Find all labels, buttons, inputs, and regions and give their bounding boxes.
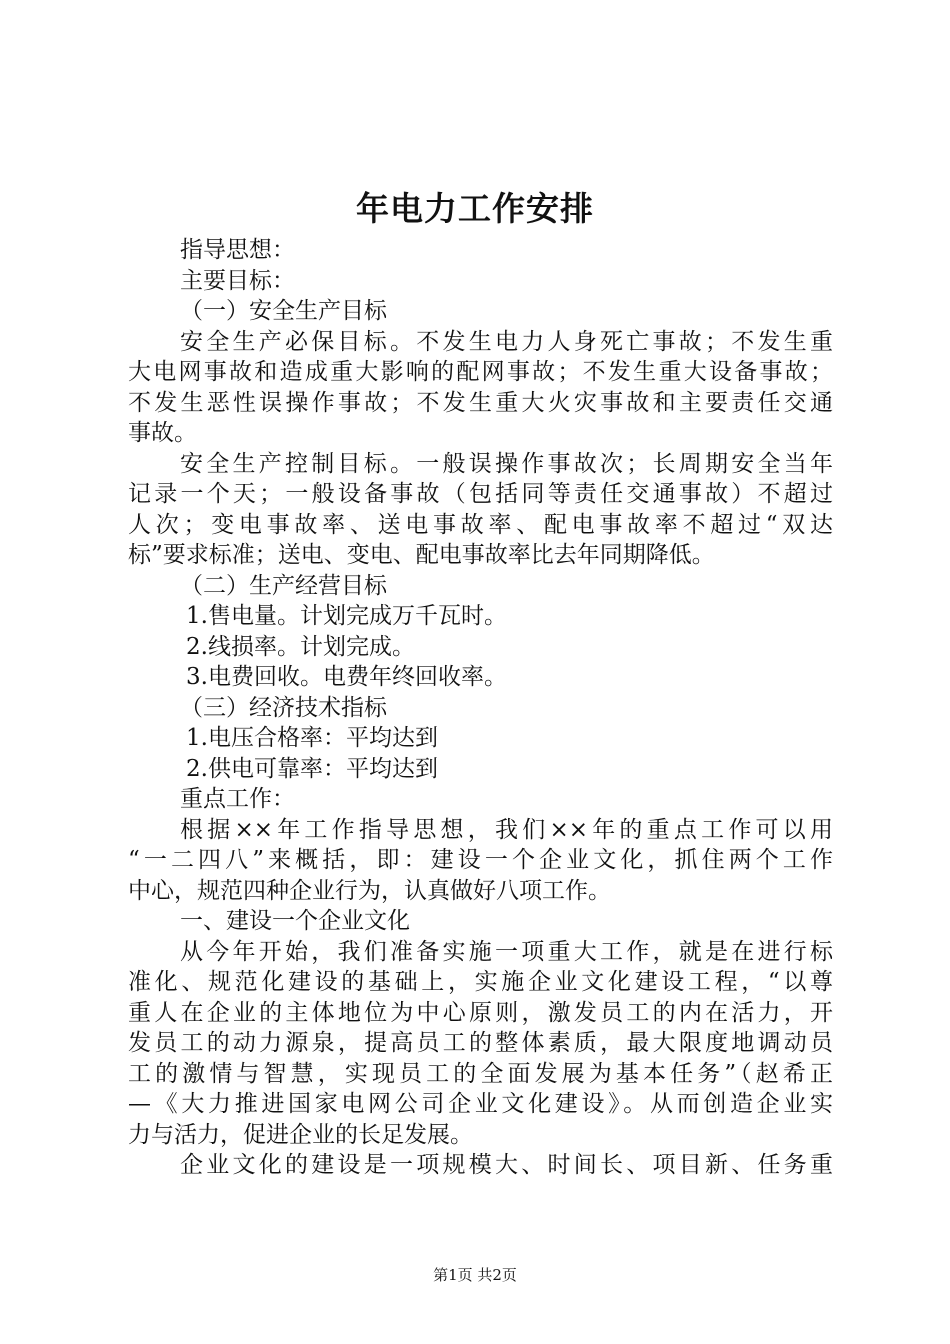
text-line: —《大力推进国家电网公司企业文化建设》。从而创造企业实 <box>128 1091 833 1117</box>
text-line: 事故。 <box>128 420 197 446</box>
document-title: 年电力工作安排 <box>356 189 594 228</box>
text-line: 一、建设一个企业文化 <box>180 908 410 934</box>
text-line: （一）安全生产目标 <box>180 298 387 324</box>
text-line: “一二四八”来概括，即：建设一个企业文化，抓住两个工作 <box>128 847 833 873</box>
text-line: 1.售电量。计划完成万千瓦时。 <box>186 603 507 629</box>
text-line: 标”要求标准；送电、变电、配电事故率比去年同期降低。 <box>128 542 715 568</box>
document-body <box>128 235 833 1181</box>
text-line: 记录一个天；一般设备事故（包括同等责任交通事故）不超过 <box>128 481 833 507</box>
text-line: 2.供电可靠率：平均达到 <box>186 755 438 782</box>
text-line: 3.电费回收。电费年终回收率。 <box>186 664 507 690</box>
text-line: 重点工作： <box>180 786 295 812</box>
text-line: 从今年开始，我们准备实施一项重大工作，就是在进行标 <box>180 938 833 965</box>
text-line: 主要目标： <box>180 267 295 294</box>
text-line: 根据××年工作指导思想，我们××年的重点工作可以用 <box>180 816 833 843</box>
text-line: 工的激情与智慧，实现员工的全面发展为基本任务”（赵希正 <box>128 1060 833 1087</box>
page-footer: 第1页 共2页 <box>433 1266 517 1284</box>
text-line: 1.电压合格率：平均达到 <box>186 725 438 751</box>
text-line: 大电网事故和造成重大影响的配网事故；不发生重大设备事故； <box>128 359 833 385</box>
text-line: 安全生产控制目标。一般误操作事故次；长周期安全当年 <box>180 450 833 477</box>
text-line: 人次；变电事故率、送电事故率、配电事故率不超过“双达 <box>128 511 833 538</box>
text-line: 安全生产必保目标。不发生电力人身死亡事故；不发生重 <box>180 328 833 355</box>
text-line: 发员工的动力源泉，提高员工的整体素质，最大限度地调动员 <box>128 1030 833 1056</box>
text-line: 准化、规范化建设的基础上，实施企业文化建设工程，“以尊 <box>128 969 833 995</box>
text-line: 中心，规范四种企业行为，认真做好八项工作。 <box>128 877 611 904</box>
text-line: 重人在企业的主体地位为中心原则，激发员工的内在活力，开 <box>128 999 833 1026</box>
text-line: 力与活力，促进企业的长足发展。 <box>128 1121 473 1148</box>
text-line: 指导思想： <box>180 237 295 263</box>
text-line: 2.线损率。计划完成。 <box>186 633 415 660</box>
text-line: （三）经济技术指标 <box>180 694 387 721</box>
text-line: 企业文化的建设是一项规模大、时间长、项目新、任务重 <box>180 1152 833 1178</box>
text-line: 不发生恶性误操作事故；不发生重大火灾事故和主要责任交通 <box>128 389 833 416</box>
text-line: （二）生产经营目标 <box>180 572 387 599</box>
